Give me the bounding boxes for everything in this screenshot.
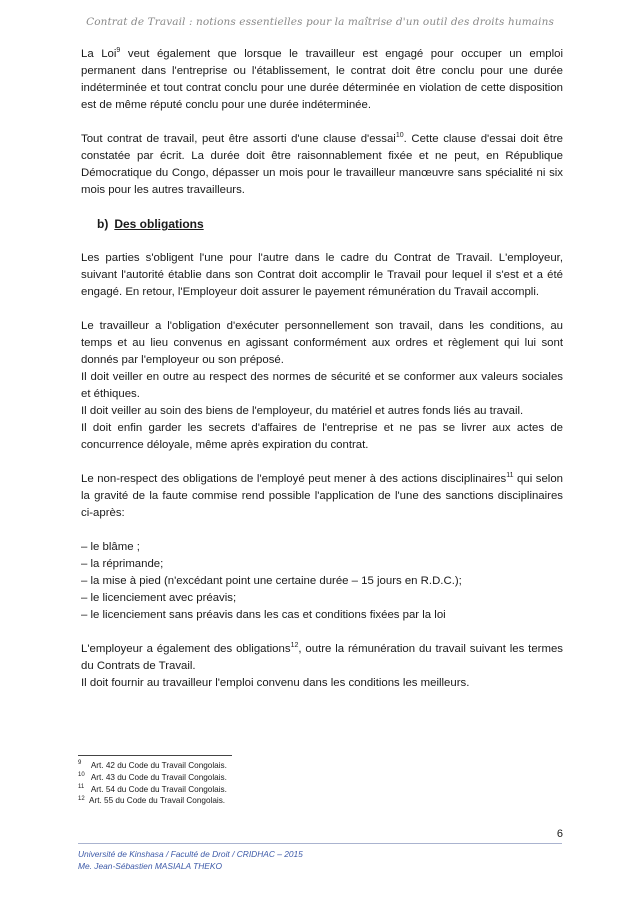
paragraph-parties: Les parties s'obligent l'une pour l'autre dans le cadre du Contrat de Travail. L'employeur, suivant l'autorité établie dans son Contrat doit accomplir le Travail pour lequel il s'est et a été engagé. En retour, l'Employeur doit assurer le payement rémunération du Travail accompli. [81, 252, 563, 298]
footnote-item: 12 Art. 55 du Code du Travail Congolais. [78, 795, 226, 806]
list-item: – le licenciement avec préavis; [81, 592, 237, 604]
footnote-item: 10 Art. 43 du Code du Travail Congolais. [78, 772, 227, 782]
section-title: Des obligations [114, 217, 204, 231]
paragraph-text: veut également que lorsque le travailleur est engagé pour occuper un emploi permanent dans l'entreprise ou l'établissement, le contrat doit être conclu pour une durée indéterminée et tout contrat conclu pour une durée déterminée en violation de cette disposition est de même réputé conclu pour une durée indéterminée. [81, 48, 563, 111]
sanctions-list [81, 539, 563, 624]
list-item: – la réprimande; [81, 558, 164, 570]
paragraph-soin-biens: Il doit veiller au soin des biens de l'employeur, du matériel et autres fonds liés au travail. [81, 405, 524, 417]
paragraph-loi-emploi-permanent [81, 46, 563, 114]
paragraph-text: . Cette clause d'essai doit être constatée par écrit. La durée doit être raisonnablement fixée et ne peut, en République Démocratique du Congo, dépasser un mois pour le travailleur manœuvre sans spécialité ni six mois pour les autres travailleurs. [81, 133, 563, 196]
body-text [81, 46, 563, 709]
footnote-text: Art. 54 du Code du Travail Congolais. [90, 784, 227, 794]
list-item: – le licenciement sans préavis dans les cas et conditions fixées par la loi [81, 609, 446, 621]
footnote-ref-12[interactable]: 12 [290, 642, 299, 650]
footnote-ref-10[interactable]: 10 [395, 132, 404, 140]
paragraph-employeur-obligations [81, 641, 563, 675]
paragraph-text: La Loi [81, 48, 117, 60]
running-header: Contrat de Travail : notions essentielles pour la maîtrise d'un outil des droits humains [86, 16, 554, 28]
paragraph-travailleur-obligation: Le travailleur a l'obligation d'exécuter personnellement son travail, dans les conditions, au temps et au lieu convenus en agissant conformément aux ordres et règlement qui lui sont donnés par l'employeur ou son préposé. [81, 320, 563, 366]
paragraph-securite: Il doit veiller en outre au respect des normes de sécurité et se conformer aux valeurs sociales et éthiques. [81, 371, 563, 400]
list-item: – le blâme ; [81, 541, 140, 553]
paragraph-non-respect [81, 471, 563, 522]
paragraph-text: qui selon la gravité de la faute commise rend possible l'application de l'une des sanctions disciplinaires ci-après: [81, 473, 564, 519]
paragraph-text: Tout contrat de travail, peut être assorti d'une clause d'essai [81, 133, 396, 145]
footnote-text: Art. 55 du Code du Travail Congolais. [89, 796, 226, 806]
footnote-item: 9 Art. 42 du Code du Travail Congolais. [78, 760, 227, 770]
paragraph-fournir-emploi: Il doit fournir au travailleur l'emploi convenu dans les conditions les meilleurs. [81, 677, 470, 689]
page-footer [78, 848, 498, 872]
footer-separator [78, 843, 562, 844]
paragraph-secrets-affaires: Il doit enfin garder les secrets d'affaires de l'entreprise et ne pas se livrer aux actes de concurrence déloyale, même après expiration du contrat. [81, 422, 563, 451]
footnote-item: 11 Art. 54 du Code du Travail Congolais. [78, 783, 227, 794]
section-heading-obligations [97, 216, 563, 233]
paragraph-clause-essai [81, 131, 563, 199]
footnote-separator [78, 755, 232, 756]
paragraph-text: , outre la rémunération du travail suivant les termes du Contrats de Travail. [81, 643, 563, 672]
list-item: – la mise à pied (n'excédant point une certaine durée – 15 jours en R.D.C.); [81, 575, 462, 587]
footnotes [78, 760, 378, 807]
footnote-text: Art. 42 du Code du Travail Congolais. [90, 761, 227, 770]
footnote-text: Art. 43 du Code du Travail Congolais. [90, 772, 227, 782]
footer-author: Me. Jean-Sébastien MASIALA THEKO [78, 861, 222, 871]
page-number: 6 [556, 828, 563, 840]
paragraph-text: Le non-respect des obligations de l'employé peut mener à des actions disciplinaires [81, 473, 507, 485]
footnote-ref-11[interactable]: 11 [506, 472, 514, 480]
paragraph-text: L'employeur a également des obligations [81, 643, 291, 655]
footnote-ref-9[interactable]: 9 [116, 47, 121, 55]
section-label: b) [97, 217, 109, 231]
footer-institution: Université de Kinshasa / Faculté de Droit / CRIDHAC – 2015 [78, 849, 303, 859]
